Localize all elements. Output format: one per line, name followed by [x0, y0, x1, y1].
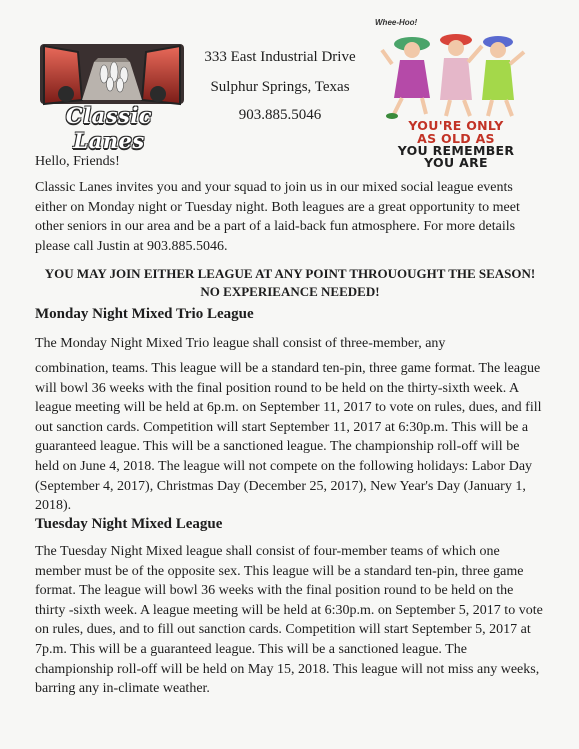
address-phone: 903.885.5046: [238, 107, 322, 123]
cartoon-caption: Whee-Hoo!: [375, 18, 418, 27]
monday-heading: Monday Night Mixed Trio League: [35, 306, 254, 322]
address-city: Sulphur Springs, Texas: [210, 79, 350, 95]
slogan-line-4: YOU ARE: [424, 155, 488, 170]
tuesday-heading: Tuesday Night Mixed League: [35, 516, 223, 532]
tuesday-paragraph: The Tuesday Night Mixed league shall consist of four-member teams of which one member must be of the opposite sex. This league will be a standard ten-pin, three game format. The league will bowl 36 weeks with the final position round to be held on the thirty -sixth week. A league meeting will be held at 6:30p.m. on September 5, 2017 to vote on rules, dues, and to fill out sanction cards. Competition will start September 5, 2017 at 7p.m. This will be a guaranteed league. This will be a sanctioned league. The championship roll-off will be held on May 15, 2018. This league will not miss any weeks, barring any in-climate weather.: [35, 544, 543, 697]
slogan-line-1: YOU'RE ONLY: [408, 118, 504, 133]
address-street: 333 East Industrial Drive: [204, 49, 356, 65]
slogan-line-2: AS OLD AS: [417, 131, 495, 146]
logo-text: Classic Lanes: [65, 103, 153, 153]
intro-paragraph: Classic Lanes invites you and your squad to join us in our mixed social league events either on Monday night or Tuesday night. Both leagues are a great opportunity to meet other seniors in our area and be a part of a laid-back fun atmosphere. For more details please call Justin at 903.885.5046.: [35, 180, 520, 254]
notice-banner: YOU MAY JOIN EITHER LEAGUE AT ANY POINT THROUOUGHT THE SEASON! NO EXPERIEANCE NEEDED!: [44, 266, 536, 299]
greeting: Hello, Friends!: [35, 154, 120, 169]
monday-paragraph: combination, teams. This league will be a standard ten-pin, three game format. The league will bowl 36 weeks with the final position round to be held on the thirty-sixth week. A league meeting will be held at 6p.m. on September 11, 2017 to vote on rules, dues, and fill out sanction cards. Competition will start September 11, 2017 at 6:30p.m. This will be a guaranteed league. This will be a sanctioned league. The championship roll-off will be held on June 4, 2018. The league will not compete on the following holidays: Labor Day (September 4, 2017), Christmas Day (December 25, 2017), New Year's Day (January 1, 2018).: [35, 361, 542, 514]
monday-paragraph-lead: The Monday Night Mixed Trio league shall consist of three-member, any: [35, 336, 446, 351]
slogan-line-3: YOU REMEMBER: [397, 143, 515, 158]
